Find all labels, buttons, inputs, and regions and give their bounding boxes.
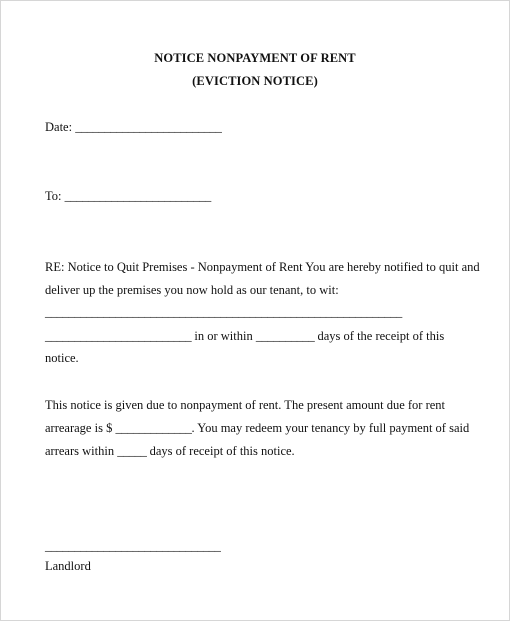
landlord-label: Landlord	[45, 559, 91, 573]
signature-blank: ______________________________	[45, 539, 221, 553]
arrears-days-text: days of receipt of this notice.	[146, 444, 295, 458]
to-line	[45, 189, 211, 204]
date-blank: _________________________	[75, 120, 222, 134]
arrears-within-text: arrears within	[45, 444, 118, 458]
redeem-text: . You may redeem your tenancy by full payment of said	[191, 421, 470, 435]
date-line	[45, 120, 221, 135]
present-line-1: This notice is given due to nonpayment of rent. The present amount due for rent	[45, 398, 446, 412]
document-title: NOTICE NONPAYMENT OF RENT	[154, 51, 356, 65]
premises-blank-2: _________________________	[45, 329, 192, 343]
arrears-line	[45, 444, 295, 459]
days-receipt-text: days of the receipt of this	[314, 329, 445, 343]
re-line-2: deliver up the premises you now hold as our tenant, to wit:	[45, 283, 339, 297]
arrearage-label: arrearage is $	[45, 421, 116, 435]
in-or-within-text: in or within	[191, 329, 256, 343]
notice-word: notice.	[45, 351, 79, 365]
document-subtitle: (EVICTION NOTICE)	[192, 74, 318, 88]
date-label: Date:	[45, 120, 73, 134]
re-line-1: RE: Notice to Quit Premises - Nonpayment of Rent You are hereby notified to quit and	[45, 260, 480, 274]
to-label: To:	[45, 189, 62, 203]
amount-blank: _____________	[115, 421, 192, 435]
arrearage-line	[45, 421, 469, 436]
premises-blank-line: _____________________________________________________________	[45, 305, 402, 319]
to-blank: _________________________	[64, 189, 211, 203]
premises-line-2	[45, 329, 444, 344]
days-blank: __________	[255, 329, 315, 343]
arrears-days-blank: _____	[117, 444, 147, 458]
